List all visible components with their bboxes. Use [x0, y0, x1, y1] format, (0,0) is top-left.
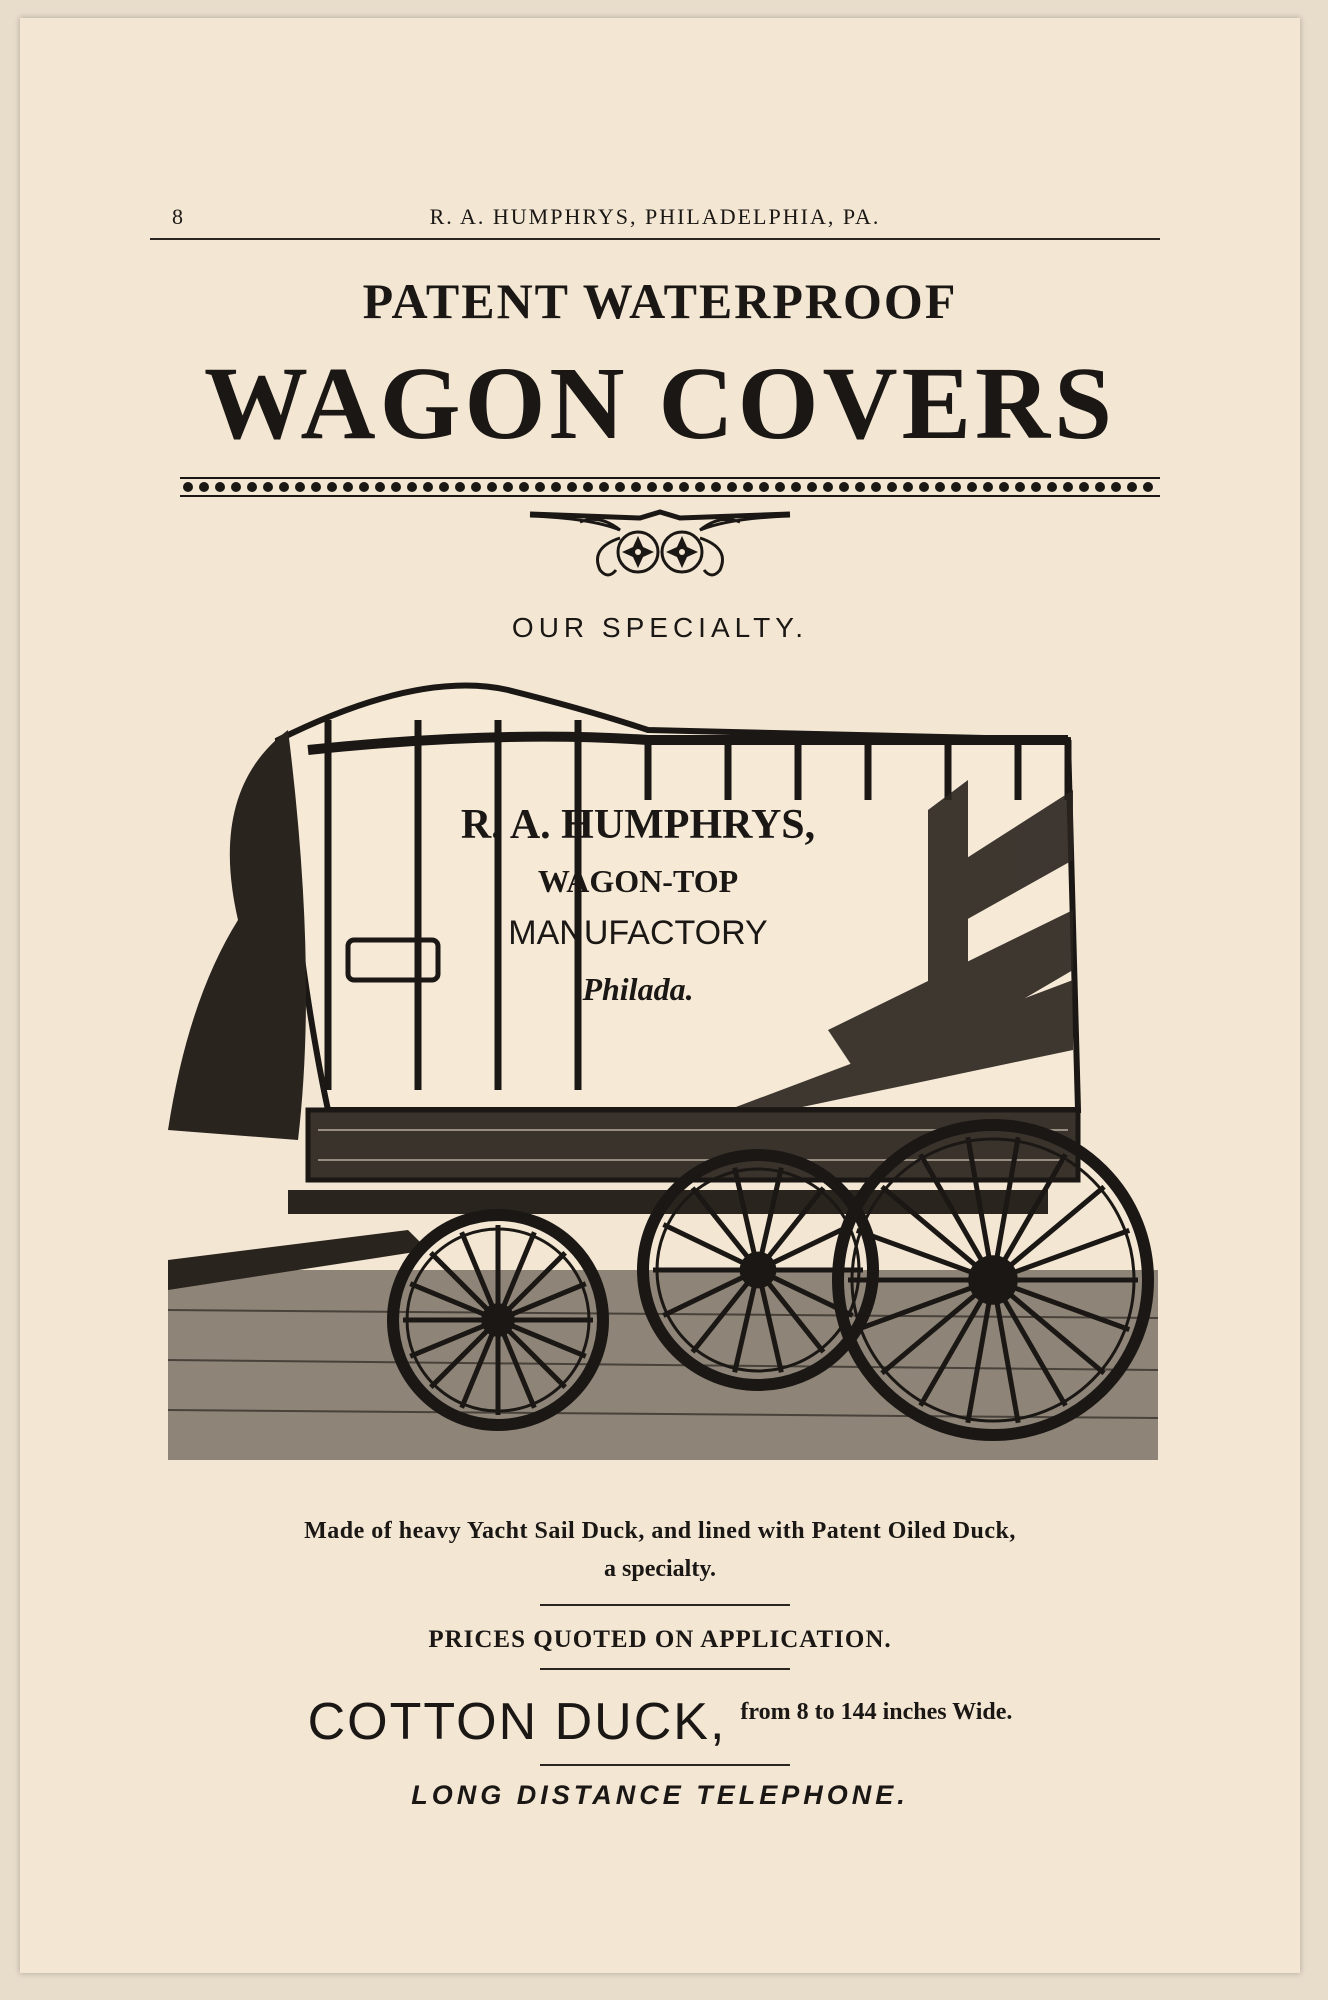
front-wheel	[393, 1215, 603, 1425]
cotton-duck-line	[160, 1692, 1160, 1752]
wagon-sign-city: Philada.	[582, 971, 694, 1007]
wagon-sign-manufactory: MANUFACTORY	[508, 914, 768, 952]
caption-line-1: Made of heavy Yacht Sail Duck, and lined with Patent Oiled Duck,	[304, 1518, 1016, 1544]
telephone-notice: LONG DISTANCE TELEPHONE.	[411, 1780, 909, 1810]
divider-rule	[540, 1668, 790, 1670]
cotton-duck-heading: COTTON DUCK,	[307, 1693, 727, 1751]
page-number: 8	[172, 204, 183, 229]
divider-rule	[540, 1604, 790, 1606]
floral-ornament	[520, 508, 800, 588]
wagon-sign-trade: WAGON-TOP	[537, 863, 739, 899]
prices-notice: PRICES QUOTED ON APPLICATION.	[428, 1626, 892, 1653]
decorative-border-strip	[180, 476, 1160, 498]
cotton-duck-detail: from 8 to 144 inches Wide.	[740, 1699, 1013, 1726]
wagon-sign-name: R. A. HUMPHRYS,	[460, 802, 816, 848]
caption-line-2: a specialty.	[604, 1556, 716, 1582]
ad-title: WAGON COVERS	[204, 346, 1116, 461]
ad-kicker: PATENT WATERPROOF	[362, 273, 958, 329]
running-head: R. A. HUMPHRYS, PHILADELPHIA, PA.	[429, 204, 881, 229]
ad-subtitle: OUR SPECIALTY.	[511, 612, 809, 643]
divider-rule	[540, 1764, 790, 1766]
page-header	[150, 198, 1160, 240]
wagon-illustration	[168, 670, 1158, 1460]
